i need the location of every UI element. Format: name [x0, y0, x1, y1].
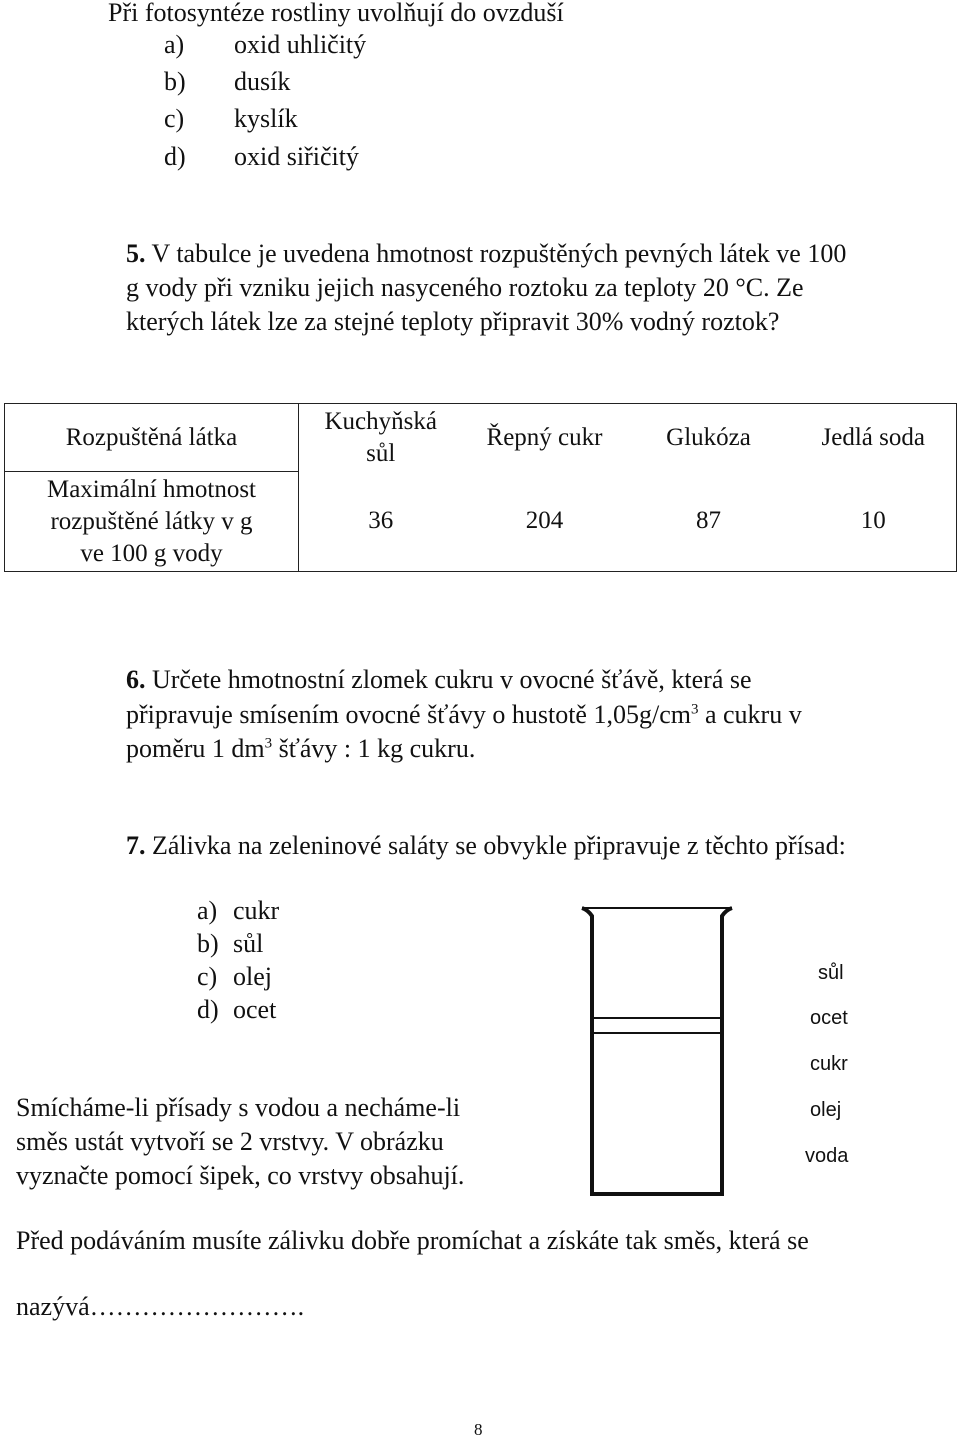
option-letter: d) [164, 142, 186, 171]
table-cell-value: 87 [627, 472, 791, 572]
option-letter: b) [197, 929, 219, 958]
q7-paragraph-line: Smícháme-li přísady s vodou a necháme-li [16, 1093, 461, 1122]
option-text: oxid siřičitý [234, 142, 359, 171]
table-cell-substance: Jedlá soda [791, 404, 957, 472]
q5-line-3: kterých látek lze za stejné teploty připravit 30% vodný roztok? [126, 307, 780, 336]
q6-line-3: poměru 1 $dm^3$ šťávy : 1 kg cukru. [126, 734, 476, 763]
table-header-label: Rozpuštěná látka [5, 404, 299, 472]
option-letter: d) [197, 995, 219, 1024]
option-text: kyslík [234, 104, 298, 133]
table-row-label: Maximální hmotnost rozpuštěné látky v g ve 100 g vody [5, 472, 299, 572]
option-text: ocet [233, 995, 277, 1024]
q5-line-2: g vody při vzniku jejich nasyceného roztoku za teploty 20 °C. Ze [126, 273, 804, 302]
option-letter: b) [164, 67, 186, 96]
table-cell-value: 10 [791, 472, 957, 572]
table-cell-substance: Řepný cukr [463, 404, 627, 472]
table-row [5, 472, 957, 572]
beaker-outline [582, 908, 732, 1194]
beaker-label: cukr [810, 1053, 848, 1075]
option-letter: a) [197, 896, 218, 925]
q7-paragraph-line: směs ustát vytvoří se 2 vrstvy. V obrázku [16, 1127, 444, 1156]
beaker-label: voda [805, 1145, 849, 1167]
option-text: oxid uhličitý [234, 30, 367, 59]
q5-number: 5. [126, 239, 146, 268]
q4-stem: Při fotosyntéze rostliny uvolňují do ovzduší [108, 0, 564, 27]
q7-stem: 7. Zálivka na zeleninové saláty se obvykle připravuje z těchto přísad: [126, 831, 846, 860]
q7-answer-line: nazývá……………………. [16, 1292, 305, 1321]
table-cell-value: 36 [299, 472, 463, 572]
q7-number: 7. [126, 831, 146, 860]
table-cell-substance: Glukóza [627, 404, 791, 472]
table-cell-substance: Kuchyňská sůl [299, 404, 463, 472]
table-row [5, 404, 957, 472]
option-letter: c) [197, 962, 218, 991]
solubility-table [4, 403, 957, 572]
table-cell-value: 204 [463, 472, 627, 572]
q6-number: 6. [126, 665, 146, 694]
option-text: cukr [233, 896, 280, 925]
option-letter: c) [164, 104, 185, 133]
page-number: 8 [474, 1420, 483, 1439]
option-text: olej [233, 962, 272, 991]
q6-line-2: připravuje smísením ovocné šťávy o hustotě $1,05g/cm^3$ a cukru v [126, 700, 802, 729]
beaker-label: sůl [818, 962, 844, 984]
beaker-illustration [576, 900, 756, 1200]
q6-line-1: 6. Určete hmotnostní zlomek cukru v ovocné šťávě, která se [126, 665, 752, 694]
q5-line-1: 5. V tabulce je uvedena hmotnost rozpuštěných pevných látek ve 100 [126, 239, 847, 268]
beaker-label: olej [810, 1099, 842, 1121]
option-text: dusík [234, 67, 291, 96]
option-letter: a) [164, 30, 185, 59]
option-text: sůl [233, 929, 264, 958]
q7-paragraph-line: vyznačte pomocí šipek, co vrstvy obsahují. [16, 1161, 465, 1190]
q7-final-line: Před podáváním musíte zálivku dobře promíchat a získáte tak směs, která se [16, 1226, 809, 1255]
beaker-label: ocet [810, 1007, 848, 1029]
